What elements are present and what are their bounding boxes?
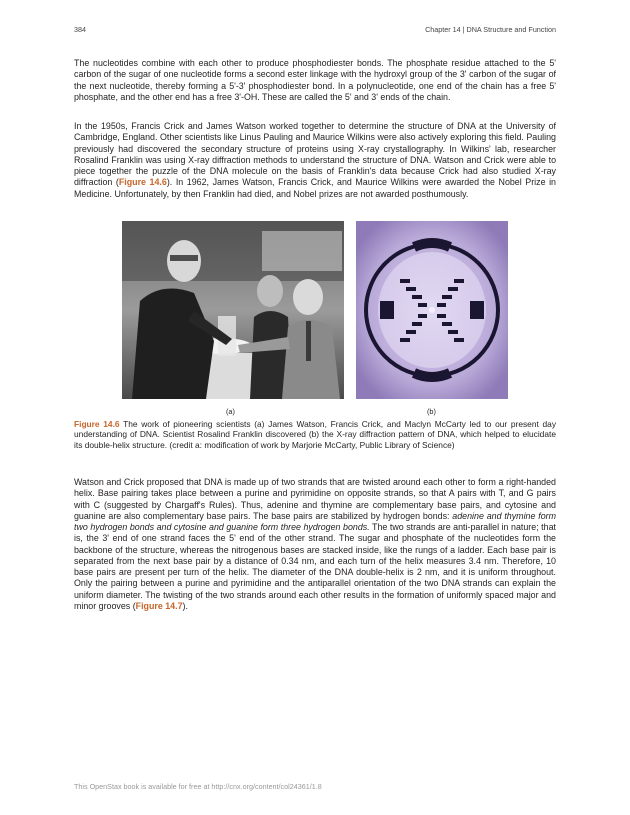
running-header: Chapter 14 | DNA Structure and Function — [425, 25, 556, 34]
paragraph-text: Watson and Crick proposed that DNA is made up of two strands that are twisted around each other to form a right-handed helix. Base pairing takes place between a purine and pyrimidine on opposite strands, so that A pairs with T, and G pairs with C (suggested by Chargaff's Rules). Thus, adenine and thymine are complementary base pairs, and cytosine and guanine are also complementary base pairs. The base pairs are stabilized by hydrogen bonds: — [74, 477, 556, 521]
xray-diffraction-image — [356, 221, 508, 399]
paragraph-history — [74, 121, 556, 200]
figure-link-14-6[interactable]: Figure 14.6 — [118, 177, 167, 188]
paragraph-double-helix — [74, 477, 556, 612]
caption-text: The work of pioneering scientists (a) James Watson, Francis Crick, and Maclyn McCarty led to our present day understanding of DNA. Scientist Rosalind Franklin discovered (b) the X-ray diffraction pattern of DNA, which helped to elucidate its double-helix structure. (credit a: modification of work by Marjorie McCarty, Public Library of Science) — [74, 419, 557, 450]
page-number: 384 — [74, 25, 86, 34]
figure-caption — [74, 419, 556, 450]
scientists-photo-svg — [122, 221, 344, 399]
paragraph-italic: adenine and thymine form two hydrogen bonds and cytosine and guanine form three hydrogen bonds. — [74, 510, 556, 532]
figure-link-14-7[interactable]: Figure 14.7 — [135, 600, 183, 611]
subfigure-label-b: (b) — [427, 407, 436, 416]
page-footer: This OpenStax book is available for free at http://cnx.org/content/col24361/1.8 — [74, 782, 322, 791]
paragraph-text: ). — [182, 600, 188, 611]
paragraph-text: In the 1950s, Francis Crick and James Watson worked together to determine the structure of DNA at the University of Cambridge, England. Other scientists like Linus Pauling and Maurice Wilkins were also actively exploring this field. Pauling previously had discovered the secondary structure of proteins using X-ray crystallography. In Wilkins' lab, researcher Rosalind Franklin was using X-ray diffraction methods to understand the structure of DNA. Watson and Crick were able to piece together the puzzle of the DNA molecule on the basis of Franklin's data because Crick had also studied X-ray diffraction ( — [74, 121, 556, 188]
subfigure-label-a: (a) — [226, 407, 235, 416]
xray-diffraction-svg — [356, 221, 508, 399]
paragraph-text: The nucleotides combine with each other to produce phosphodiester bonds. The phosphate residue attached to the 5' carbon of the sugar of one nucleotide forms a second ester linkage with the hydroxyl group of the 3' carbon of the sugar of the next nucleotide, thereby forming a 5'-3' phosphodiester bond. In a polynucleotide, one end of the chain has a free 5' phosphate, and the other end has a free 3'-OH. These are called the 5' and 3' ends of the chain. — [74, 58, 556, 102]
paragraph-text: The two strands are anti-parallel in nature; that is, the 3' end of one strand faces the 5' end of the other strand. The sugar and phosphate of the nucleotides form the backbone of the structure, whereas the nitrogenous bases are stacked inside, like the rungs of a ladder. Each base pair is separated from the next base pair by a distance of 0.34 nm, and each turn of the helix measures 3.4 nm. Therefore, 10 base pairs are present per turn of the helix. The diameter of the DNA double-helix is 2 nm, and it is uniform throughout. Only the pairing between a purine and pyrimidine and the antiparallel orientation of the two DNA strands can explain the uniform diameter. The twisting of the two strands around each other results in the formation of uniformly spaced major and minor grooves ( — [74, 522, 556, 611]
paragraph-phosphodiester — [74, 58, 556, 103]
scientists-photo — [122, 221, 344, 399]
paragraph-text: ). In 1962, James Watson, Francis Crick, and Maurice Wilkins were awarded the Nobel Prize in Medicine. Unfortunately, by then Franklin had died, and Nobel prizes are not awarded posthumously. — [74, 177, 556, 199]
figure-label: Figure 14.6 — [74, 419, 120, 429]
